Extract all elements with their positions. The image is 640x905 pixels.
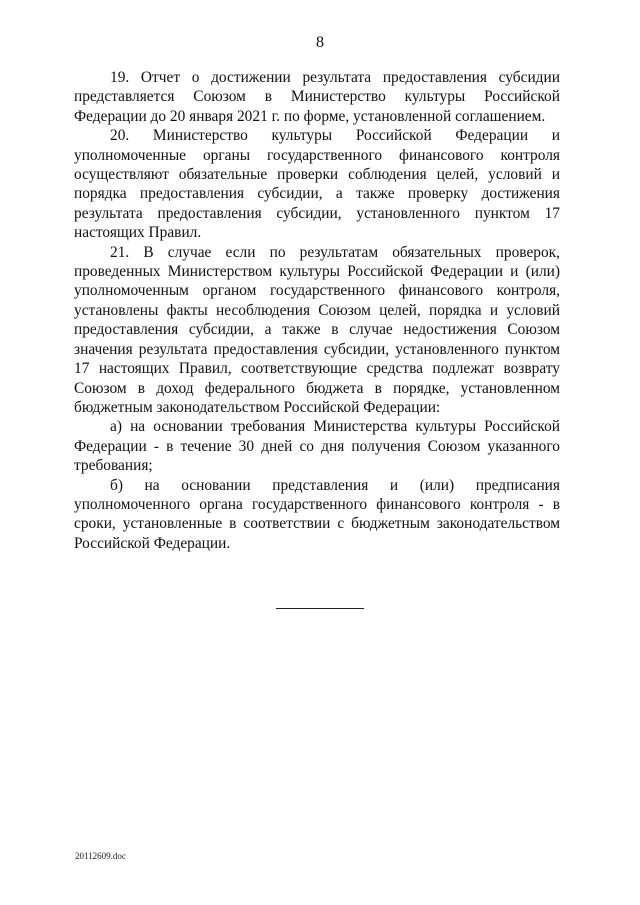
subparagraph-b: б) на основании представления и (или) предписания уполномоченного органа государственного финансового контроля - в сроки, установленные в соответствии с бюджетным законодательством Российской Федерации. [74,476,560,552]
paragraph-20: 20. Министерство культуры Российской Федерации и уполномоченные органы государственного финансового контроля осуществляют обязательные проверки соблюдения целей, условий и порядка предоставления субсидии, а также проверку достижения результата предоставления субсидии, установленного пунктом 17 настоящих Правил. [74,127,560,242]
file-name-footer: 20112609.doc [75,851,126,861]
page-number: 8 [316,34,324,51]
paragraph-19: 19. Отчет о достижении результата предоставления субсидии представляется Союзом в Министерство культуры Российской Федерации до 20 января 2021 г. по форме, установленной соглашением. [74,69,560,125]
separator-line [276,608,364,609]
subparagraph-a: а) на основании требования Министерства культуры Российской Федерации - в течение 30 дней со дня получения Союзом указанного требования; [74,418,560,475]
paragraph-21: 21. В случае если по результатам обязательных проверок, проведенных Министерством культуры Российской Федерации и (или) уполномоченным органом государственного финансового контроля, установлены факты несоблюдения Союзом целей, порядка и условий предоставления субсидии, а также в случае недостижения Союзом значения результата предоставления субсидии, установленного пунктом 17 настоящих Правил, соответствующие средства подлежат возврату Союзом в доход федерального бюджета в порядке, установленном бюджетным законодательством Российской Федерации: [74,243,560,416]
document-body [74,68,560,553]
